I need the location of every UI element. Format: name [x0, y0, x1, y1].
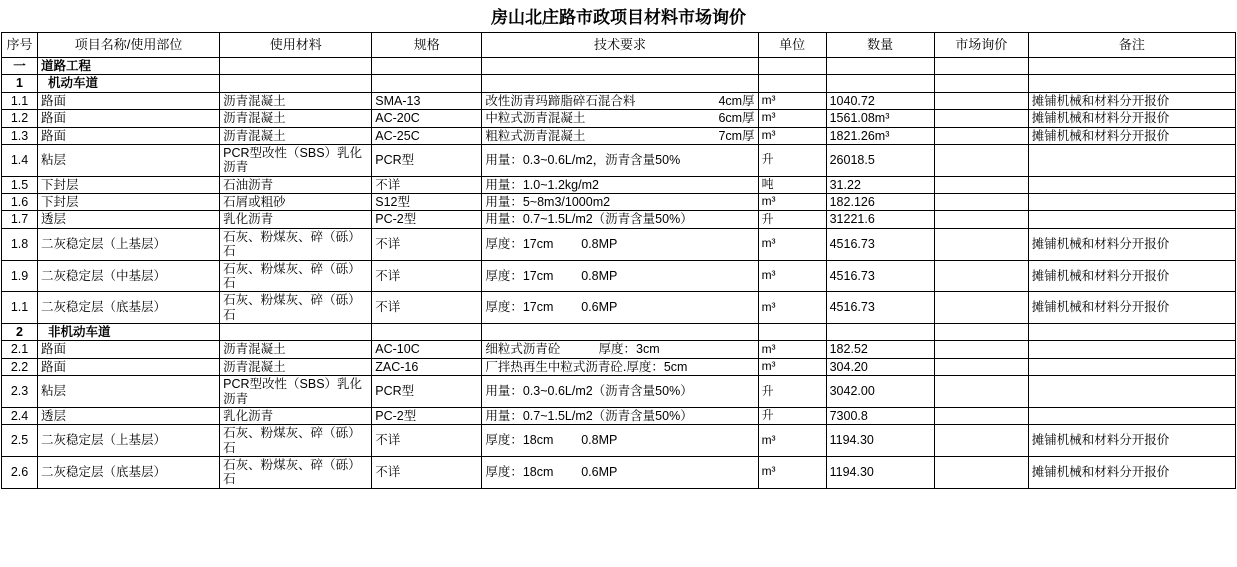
cell-empty [372, 75, 482, 92]
cell-name: 路面 [38, 127, 220, 144]
cell-material: 沥青混凝土 [220, 92, 372, 109]
cell-name: 路面 [38, 110, 220, 127]
cell-unit: m³ [758, 260, 826, 292]
cell-empty [758, 324, 826, 341]
cell-no: 2.5 [2, 425, 38, 457]
cell-price [934, 376, 1028, 408]
cell-material: 沥青混凝土 [220, 358, 372, 375]
cell-qty: 26018.5 [826, 144, 934, 176]
cell-tech [482, 292, 758, 324]
table-body [2, 58, 1236, 489]
cell-empty [1028, 324, 1235, 341]
cell-name: 透层 [38, 407, 220, 424]
cell-spec: PCR型 [372, 144, 482, 176]
cell-name: 下封层 [38, 176, 220, 193]
table-row [2, 194, 1236, 211]
cell-empty [1028, 75, 1235, 92]
cell-qty: 1040.72 [826, 92, 934, 109]
cell-no: 1.6 [2, 194, 38, 211]
cell-unit: m³ [758, 457, 826, 489]
cell-remark: 摊铺机械和材料分开报价 [1028, 292, 1235, 324]
cell-no: 1.5 [2, 176, 38, 193]
cell-empty [826, 75, 934, 92]
cell-tech-main: 厂拌热再生中粒式沥青砼.厚度：5cm [485, 359, 688, 374]
cell-tech-main: 中粒式沥青混凝土 [485, 111, 586, 126]
table-row [2, 92, 1236, 109]
cell-spec: AC-25C [372, 127, 482, 144]
cell-tech-main: 厚度：18cm 0.8MP [485, 433, 618, 448]
cell-no: 1.2 [2, 110, 38, 127]
table-row [2, 292, 1236, 324]
cell-material: 沥青混凝土 [220, 110, 372, 127]
cell-tech [482, 92, 758, 109]
cell-no: 1.1 [2, 292, 38, 324]
cell-name: 粘层 [38, 144, 220, 176]
cell-empty [934, 324, 1028, 341]
cell-unit: 升 [758, 144, 826, 176]
cell-empty [758, 75, 826, 92]
cell-remark: 摊铺机械和材料分开报价 [1028, 92, 1235, 109]
header-cell-8: 备注 [1028, 33, 1235, 58]
cell-spec: 不详 [372, 228, 482, 260]
header-cell-4: 技术要求 [482, 33, 758, 58]
cell-material: 沥青混凝土 [220, 341, 372, 358]
cell-tech-main: 改性沥青玛蹄脂碎石混合料 [485, 93, 636, 108]
cell-empty [220, 75, 372, 92]
table-row [2, 376, 1236, 408]
header-cell-2: 使用材料 [220, 33, 372, 58]
cell-qty: 4516.73 [826, 260, 934, 292]
cell-tech [482, 211, 758, 228]
cell-remark [1028, 144, 1235, 176]
cell-unit: m³ [758, 228, 826, 260]
cell-no: 1.7 [2, 211, 38, 228]
cell-name: 路面 [38, 358, 220, 375]
cell-price [934, 144, 1028, 176]
cell-material: 石灰、粉煤灰、碎（砾）石 [220, 425, 372, 457]
cell-remark: 摊铺机械和材料分开报价 [1028, 110, 1235, 127]
cell-remark [1028, 194, 1235, 211]
cell-tech-main: 用量：0.7~1.5L/m2（沥青含量50%） [485, 212, 693, 227]
cell-qty: 182.52 [826, 341, 934, 358]
cell-unit: 升 [758, 211, 826, 228]
cell-price [934, 92, 1028, 109]
cell-unit: m³ [758, 194, 826, 211]
cell-remark [1028, 211, 1235, 228]
cell-price [934, 127, 1028, 144]
cell-qty: 4516.73 [826, 292, 934, 324]
cell-empty [372, 58, 482, 75]
cell-price [934, 228, 1028, 260]
cell-empty [934, 58, 1028, 75]
cell-spec: 不详 [372, 176, 482, 193]
cell-material: 沥青混凝土 [220, 127, 372, 144]
cell-name: 二灰稳定层（底基层） [38, 457, 220, 489]
table-row [2, 176, 1236, 193]
cell-qty: 1821.26m³ [826, 127, 934, 144]
cell-material: 石灰、粉煤灰、碎（砾）石 [220, 228, 372, 260]
cell-name: 粘层 [38, 376, 220, 408]
cell-unit: m³ [758, 92, 826, 109]
cell-empty [220, 58, 372, 75]
cell-unit: 升 [758, 376, 826, 408]
cell-spec: SMA-13 [372, 92, 482, 109]
cell-qty: 4516.73 [826, 228, 934, 260]
cell-tech-main: 细粒式沥青砼 厚度：3cm [485, 342, 660, 357]
cell-tech [482, 358, 758, 375]
cell-remark [1028, 176, 1235, 193]
table-row [2, 228, 1236, 260]
table-group-row [2, 58, 1236, 75]
cell-tech-main: 用量：5~8m3/1000m2 [485, 195, 611, 209]
cell-material: 石灰、粉煤灰、碎（砾）石 [220, 260, 372, 292]
cell-unit: m³ [758, 110, 826, 127]
cell-name: 机动车道 [38, 75, 220, 92]
header-cell-5: 单位 [758, 33, 826, 58]
header-cell-7: 市场询价 [934, 33, 1028, 58]
cell-no: 1.4 [2, 144, 38, 176]
cell-material: 石屑或粗砂 [220, 194, 372, 211]
cell-unit: m³ [758, 127, 826, 144]
table-row [2, 358, 1236, 375]
cell-qty: 182.126 [826, 194, 934, 211]
cell-spec: AC-20C [372, 110, 482, 127]
cell-name: 非机动车道 [38, 324, 220, 341]
cell-remark [1028, 376, 1235, 408]
cell-name: 二灰稳定层（上基层） [38, 425, 220, 457]
cell-empty [482, 75, 758, 92]
table-row [2, 127, 1236, 144]
cell-material: PCR型改性（SBS）乳化沥青 [220, 376, 372, 408]
cell-empty [220, 324, 372, 341]
table-row [2, 110, 1236, 127]
table-row [2, 341, 1236, 358]
cell-remark [1028, 341, 1235, 358]
cell-spec: 不详 [372, 457, 482, 489]
cell-tech [482, 176, 758, 193]
header-cell-0: 序号 [2, 33, 38, 58]
cell-remark [1028, 358, 1235, 375]
cell-material: PCR型改性（SBS）乳化沥青 [220, 144, 372, 176]
header-cell-3: 规格 [372, 33, 482, 58]
cell-tech-note: 6cm厚 [718, 111, 755, 126]
cell-no: 2.4 [2, 407, 38, 424]
cell-name: 透层 [38, 211, 220, 228]
cell-tech [482, 127, 758, 144]
cell-no: 1.8 [2, 228, 38, 260]
cell-spec: ZAC-16 [372, 358, 482, 375]
cell-tech-main: 用量：0.3~0.6L/m2（沥青含量50%） [485, 384, 693, 399]
cell-price [934, 425, 1028, 457]
cell-price [934, 211, 1028, 228]
cell-qty: 3042.00 [826, 376, 934, 408]
cell-spec: PCR型 [372, 376, 482, 408]
cell-unit: m³ [758, 292, 826, 324]
cell-qty: 1194.30 [826, 457, 934, 489]
cell-tech-main: 用量：0.7~1.5L/m2（沥青含量50%） [485, 408, 693, 423]
cell-no: 2.3 [2, 376, 38, 408]
cell-name: 二灰稳定层（上基层） [38, 228, 220, 260]
cell-tech-main: 用量：0.3~0.6L/m2，沥青含量50% [485, 153, 681, 168]
cell-price [934, 457, 1028, 489]
cell-price [934, 341, 1028, 358]
cell-empty [758, 58, 826, 75]
cell-price [934, 407, 1028, 424]
cell-unit: 升 [758, 407, 826, 424]
header-cell-1: 项目名称/使用部位 [38, 33, 220, 58]
cell-qty: 31221.6 [826, 211, 934, 228]
table-group-row [2, 324, 1236, 341]
cell-name: 道路工程 [38, 58, 220, 75]
header-cell-6: 数量 [826, 33, 934, 58]
cell-no: 1 [2, 75, 38, 92]
cell-tech-main: 厚度：17cm 0.6MP [485, 300, 618, 315]
cell-no: 2.6 [2, 457, 38, 489]
cell-material: 石灰、粉煤灰、碎（砾）石 [220, 457, 372, 489]
table-header [2, 33, 1236, 58]
cell-tech [482, 376, 758, 408]
cell-material: 乳化沥青 [220, 407, 372, 424]
cell-empty [372, 324, 482, 341]
cell-empty [934, 75, 1028, 92]
cell-tech-main: 厚度：17cm 0.8MP [485, 268, 618, 283]
cell-tech [482, 194, 758, 211]
cell-name: 路面 [38, 92, 220, 109]
cell-spec: 不详 [372, 260, 482, 292]
cell-price [934, 110, 1028, 127]
cell-no: 2 [2, 324, 38, 341]
cell-unit: m³ [758, 358, 826, 375]
cell-qty: 1194.30 [826, 425, 934, 457]
cell-spec: PC-2型 [372, 407, 482, 424]
cell-name: 二灰稳定层（中基层） [38, 260, 220, 292]
cell-price [934, 358, 1028, 375]
table-row [2, 407, 1236, 424]
cell-unit: 吨 [758, 176, 826, 193]
cell-no: 1.9 [2, 260, 38, 292]
cell-spec: AC-10C [372, 341, 482, 358]
cell-empty [826, 58, 934, 75]
cell-name: 路面 [38, 341, 220, 358]
cell-empty [482, 58, 758, 75]
cell-material: 石灰、粉煤灰、碎（砾）石 [220, 292, 372, 324]
cell-no: 2.2 [2, 358, 38, 375]
cell-price [934, 194, 1028, 211]
table-header-row [2, 33, 1236, 58]
cell-remark: 摊铺机械和材料分开报价 [1028, 260, 1235, 292]
cell-price [934, 292, 1028, 324]
table-group-row [2, 75, 1236, 92]
cell-no: 1.1 [2, 92, 38, 109]
cell-no: 一 [2, 58, 38, 75]
cell-tech-note: 7cm厚 [718, 128, 755, 143]
cell-spec: 不详 [372, 292, 482, 324]
cell-material: 乳化沥青 [220, 211, 372, 228]
cell-remark: 摊铺机械和材料分开报价 [1028, 457, 1235, 489]
cell-tech [482, 425, 758, 457]
cell-qty: 7300.8 [826, 407, 934, 424]
cell-tech [482, 260, 758, 292]
cell-tech [482, 110, 758, 127]
cell-tech-main: 用量：1.0~1.2kg/m2 [485, 177, 599, 192]
table-row [2, 144, 1236, 176]
cell-tech-main: 厚度：18cm 0.6MP [485, 465, 618, 480]
cell-price [934, 176, 1028, 193]
cell-tech [482, 407, 758, 424]
table-row [2, 425, 1236, 457]
cell-tech-main: 厚度：17cm 0.8MP [485, 236, 618, 251]
cell-empty [1028, 58, 1235, 75]
cell-unit: m³ [758, 341, 826, 358]
cell-remark: 摊铺机械和材料分开报价 [1028, 228, 1235, 260]
cell-qty: 31.22 [826, 176, 934, 193]
table-row [2, 260, 1236, 292]
cell-remark [1028, 407, 1235, 424]
cell-qty: 304.20 [826, 358, 934, 375]
cell-remark: 摊铺机械和材料分开报价 [1028, 425, 1235, 457]
cell-no: 1.3 [2, 127, 38, 144]
cell-tech [482, 341, 758, 358]
cell-name: 二灰稳定层（底基层） [38, 292, 220, 324]
cell-tech [482, 144, 758, 176]
cell-spec: PC-2型 [372, 211, 482, 228]
material-inquiry-table [1, 32, 1236, 489]
cell-tech-main: 粗粒式沥青混凝土 [485, 128, 586, 143]
cell-qty: 1561.08m³ [826, 110, 934, 127]
cell-no: 2.1 [2, 341, 38, 358]
table-row [2, 211, 1236, 228]
cell-remark: 摊铺机械和材料分开报价 [1028, 127, 1235, 144]
page-title: 房山北庄路市政项目材料市场询价 [491, 8, 746, 27]
cell-name: 下封层 [38, 194, 220, 211]
cell-empty [482, 324, 758, 341]
cell-unit: m³ [758, 425, 826, 457]
cell-tech [482, 457, 758, 489]
cell-material: 石油沥青 [220, 176, 372, 193]
cell-tech-note: 4cm厚 [718, 93, 755, 108]
cell-spec: S12型 [372, 194, 482, 211]
cell-tech [482, 228, 758, 260]
cell-spec: 不详 [372, 425, 482, 457]
cell-price [934, 260, 1028, 292]
cell-empty [826, 324, 934, 341]
table-row [2, 457, 1236, 489]
